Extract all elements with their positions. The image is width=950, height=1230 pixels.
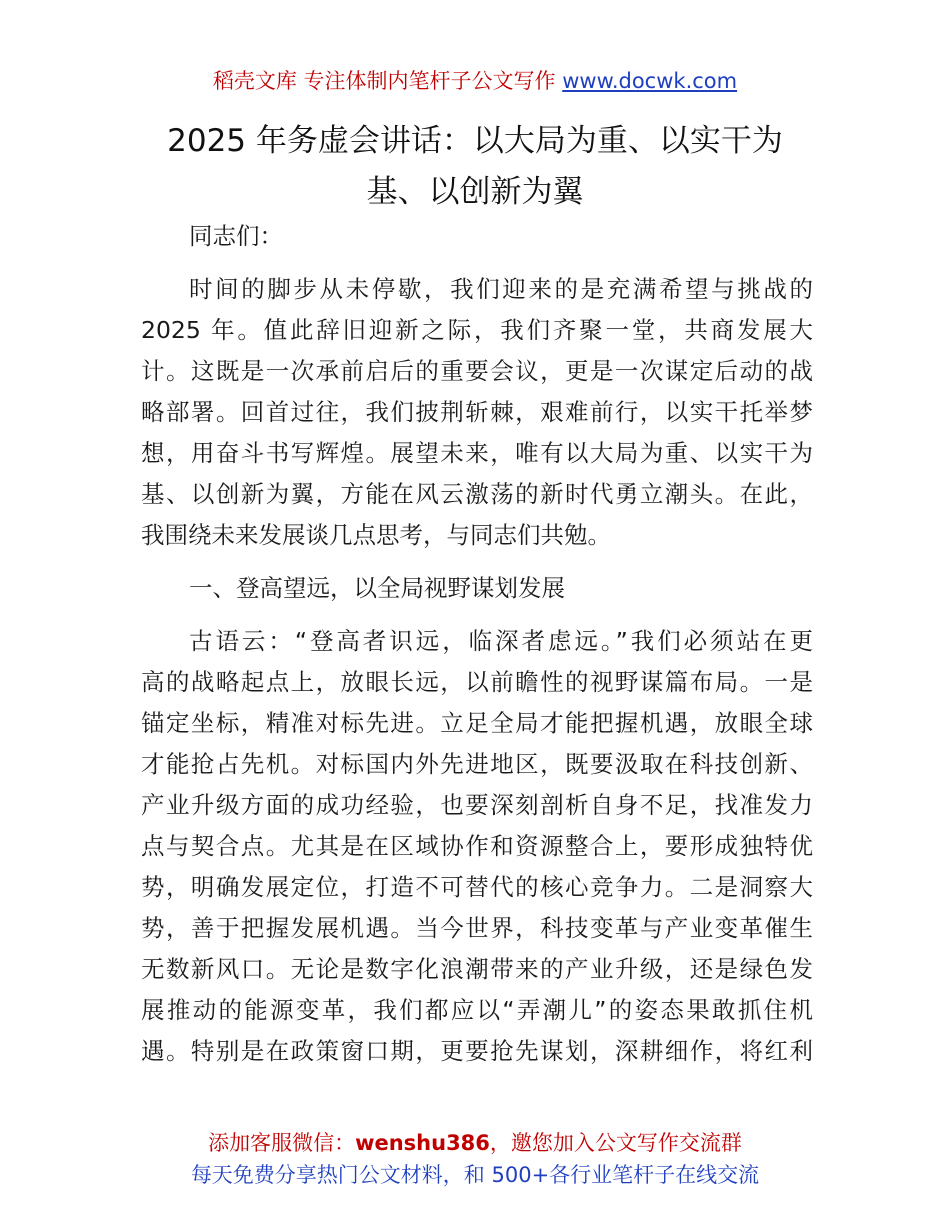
paragraph-line: 高的战略起点上，放眼长远，以前瞻性的视野谋篇布局。一是 bbox=[141, 668, 813, 696]
paragraph-line: 才能抢占先机。对标国内外先进地区，既要汲取在科技创新、 bbox=[141, 750, 813, 778]
title-line-1: 2025 年务虚会讲话：以大局为重、以实干为 bbox=[167, 123, 783, 159]
paragraph-1 bbox=[141, 269, 813, 556]
paragraph-line: 势，善于把握发展机遇。当今世界，科技变革与产业变革催生 bbox=[141, 914, 813, 942]
paragraph-line: 时间的脚步从未停歇，我们迎来的是充满希望与挑战的 bbox=[189, 275, 813, 303]
paragraph-line: 点与契合点。尤其是在区域协作和资源整合上，要形成独特优 bbox=[141, 832, 813, 860]
salutation bbox=[141, 216, 813, 257]
paragraph-line: 锚定坐标，精准对标先进。立足全局才能把握机遇，放眼全球 bbox=[141, 709, 813, 737]
footer-prefix: 添加客服微信： bbox=[208, 1131, 356, 1155]
paragraph-line: 计。这既是一次承前启后的重要会议，更是一次谋定后动的战 bbox=[141, 357, 813, 385]
site-link[interactable]: www.docwk.com bbox=[562, 69, 738, 93]
paragraph-line: 展推动的能源变革，我们都应以“弄潮儿”的姿态果敢抓住机 bbox=[141, 996, 813, 1024]
footer-wechat-line bbox=[0, 1128, 950, 1158]
paragraph-line: 想，用奋斗书写辉煌。展望未来，唯有以大局为重、以实干为 bbox=[141, 439, 813, 467]
section-heading-text: 一、登高望远，以全局视野谋划发展 bbox=[189, 574, 565, 602]
paragraph-2 bbox=[141, 621, 813, 1072]
paragraph-line: 遇。特别是在政策窗口期，更要抢先谋划，深耕细作，将红利 bbox=[141, 1037, 813, 1065]
paragraph-line: 势，明确发展定位，打造不可替代的核心竞争力。二是洞察大 bbox=[141, 873, 813, 901]
footer-suffix: ，邀您加入公文写作交流群 bbox=[489, 1131, 742, 1155]
paragraph-line: 基、以创新为翼，方能在风云激荡的新时代勇立潮头。在此， bbox=[141, 480, 813, 508]
document-body bbox=[141, 216, 813, 1084]
paragraph-line: 略部署。回首过往，我们披荆斩棘，艰难前行，以实干托举梦 bbox=[141, 398, 813, 426]
header-banner bbox=[0, 66, 950, 96]
title-line-2: 基、以创新为翼 bbox=[366, 174, 584, 210]
paragraph-line: 2025 年。值此辞旧迎新之际，我们齐聚一堂，共商发展大 bbox=[141, 316, 813, 344]
paragraph-line: 产业升级方面的成功经验，也要深刻剖析自身不足，找准发力 bbox=[141, 791, 813, 819]
paragraph-line: 无数新风口。无论是数字化浪潮带来的产业升级，还是绿色发 bbox=[141, 955, 813, 983]
salutation-text: 同志们： bbox=[189, 222, 283, 250]
section-heading-1 bbox=[141, 568, 813, 609]
wechat-id: wenshu386 bbox=[355, 1131, 490, 1155]
paragraph-line: 古语云：“登高者识远，临深者虑远。”我们必须站在更 bbox=[189, 627, 813, 655]
footer-promo-line: 每天免费分享热门公文材料，和 500+各行业笔杆子在线交流 bbox=[190, 1163, 760, 1187]
paragraph-line: 我围绕未来发展谈几点思考，与同志们共勉。 bbox=[141, 521, 611, 549]
header-banner-text: 稻壳文库 专注体制内笔杆子公文写作 bbox=[212, 69, 563, 93]
document-title bbox=[140, 116, 810, 218]
